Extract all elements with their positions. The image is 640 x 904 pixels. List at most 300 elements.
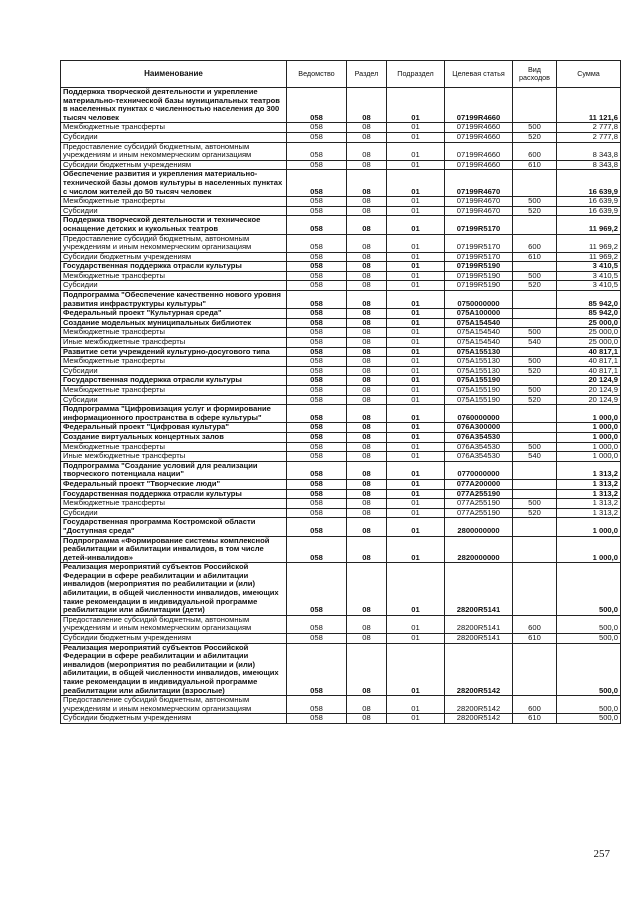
cell-summa: 3 410,5 (557, 262, 621, 272)
cell-summa: 85 942,0 (557, 291, 621, 309)
table-row (61, 386, 621, 396)
cell-podrazdel: 01 (387, 518, 445, 536)
cell-name: Подпрограмма "Создание условий для реализации творческого потенциала нации" (61, 461, 287, 479)
cell-name: Предоставление субсидий бюджетным, автономным учреждениям и иным некоммерческим организациям (61, 234, 287, 252)
cell-podrazdel: 01 (387, 386, 445, 396)
cell-razdel: 08 (347, 170, 387, 197)
cell-vid-raskhodov (513, 643, 557, 696)
cell-podrazdel: 01 (387, 405, 445, 423)
cell-vedomstvo: 058 (287, 338, 347, 348)
cell-razdel: 08 (347, 328, 387, 338)
cell-summa: 11 969,2 (557, 216, 621, 234)
cell-podrazdel: 01 (387, 643, 445, 696)
cell-podrazdel: 01 (387, 88, 445, 123)
cell-razdel: 08 (347, 234, 387, 252)
cell-podrazdel: 01 (387, 281, 445, 291)
cell-razdel: 08 (347, 357, 387, 367)
cell-vid-raskhodov: 520 (513, 206, 557, 216)
cell-vid-raskhodov: 610 (513, 634, 557, 644)
cell-razdel: 08 (347, 489, 387, 499)
cell-celevaya-statya: 076A354530 (445, 452, 513, 462)
cell-name: Федеральный проект "Цифровая культура" (61, 423, 287, 433)
cell-razdel: 08 (347, 252, 387, 262)
cell-name: Федеральный проект "Культурная среда" (61, 309, 287, 319)
table-row (61, 634, 621, 644)
cell-name: Подпрограмма "Обеспечение качественно нового уровня развития инфраструктуры культуры" (61, 291, 287, 309)
cell-summa: 3 410,5 (557, 281, 621, 291)
cell-vedomstvo: 058 (287, 395, 347, 405)
cell-summa: 25 000,0 (557, 338, 621, 348)
cell-name: Субсидии (61, 508, 287, 518)
cell-summa: 1 313,2 (557, 499, 621, 509)
cell-razdel: 08 (347, 132, 387, 142)
cell-summa: 500,0 (557, 563, 621, 616)
cell-celevaya-statya: 075A154540 (445, 338, 513, 348)
cell-celevaya-statya: 07199R4670 (445, 197, 513, 207)
cell-celevaya-statya: 07199R5170 (445, 234, 513, 252)
cell-vedomstvo: 058 (287, 536, 347, 563)
table-row (61, 714, 621, 724)
cell-name: Межбюджетные трансферты (61, 442, 287, 452)
cell-vedomstvo: 058 (287, 357, 347, 367)
cell-razdel: 08 (347, 318, 387, 328)
cell-summa: 500,0 (557, 615, 621, 633)
cell-celevaya-statya: 28200R5142 (445, 643, 513, 696)
cell-summa: 1 000,0 (557, 432, 621, 442)
cell-podrazdel: 01 (387, 563, 445, 616)
cell-vid-raskhodov (513, 518, 557, 536)
cell-vid-raskhodov (513, 262, 557, 272)
cell-celevaya-statya: 28200R5142 (445, 714, 513, 724)
cell-vid-raskhodov (513, 291, 557, 309)
cell-podrazdel: 01 (387, 338, 445, 348)
cell-vid-raskhodov: 500 (513, 197, 557, 207)
cell-celevaya-statya: 07199R5190 (445, 281, 513, 291)
cell-vedomstvo: 058 (287, 347, 347, 357)
cell-podrazdel: 01 (387, 271, 445, 281)
cell-vedomstvo: 058 (287, 386, 347, 396)
cell-razdel: 08 (347, 452, 387, 462)
cell-razdel: 08 (347, 395, 387, 405)
cell-vid-raskhodov: 520 (513, 366, 557, 376)
cell-podrazdel: 01 (387, 489, 445, 499)
cell-celevaya-statya: 07199R5190 (445, 262, 513, 272)
cell-podrazdel: 01 (387, 634, 445, 644)
cell-vedomstvo: 058 (287, 328, 347, 338)
cell-podrazdel: 01 (387, 197, 445, 207)
cell-celevaya-statya: 0770000000 (445, 461, 513, 479)
table-row (61, 142, 621, 160)
cell-podrazdel: 01 (387, 432, 445, 442)
cell-celevaya-statya: 28200R5141 (445, 634, 513, 644)
cell-summa: 40 817,1 (557, 347, 621, 357)
cell-vedomstvo: 058 (287, 142, 347, 160)
cell-celevaya-statya: 075A155130 (445, 366, 513, 376)
cell-razdel: 08 (347, 432, 387, 442)
cell-vid-raskhodov (513, 309, 557, 319)
cell-summa: 20 124,9 (557, 386, 621, 396)
cell-vedomstvo: 058 (287, 216, 347, 234)
cell-podrazdel: 01 (387, 442, 445, 452)
cell-razdel: 08 (347, 442, 387, 452)
cell-name: Субсидии бюджетным учреждениям (61, 714, 287, 724)
cell-vid-raskhodov: 610 (513, 160, 557, 170)
cell-razdel: 08 (347, 461, 387, 479)
cell-summa: 1 000,0 (557, 423, 621, 433)
cell-name: Субсидии (61, 395, 287, 405)
cell-celevaya-statya: 075A154540 (445, 328, 513, 338)
cell-name: Субсидии (61, 281, 287, 291)
cell-vedomstvo: 058 (287, 271, 347, 281)
cell-razdel: 08 (347, 309, 387, 319)
table-row (61, 309, 621, 319)
page-number: 257 (593, 848, 610, 860)
cell-vid-raskhodov: 540 (513, 338, 557, 348)
cell-podrazdel: 01 (387, 508, 445, 518)
cell-summa: 16 639,9 (557, 197, 621, 207)
cell-celevaya-statya: 07199R5170 (445, 252, 513, 262)
cell-razdel: 08 (347, 615, 387, 633)
cell-vedomstvo: 058 (287, 318, 347, 328)
cell-celevaya-statya: 2820000000 (445, 536, 513, 563)
cell-summa: 2 777,8 (557, 123, 621, 133)
table-row (61, 643, 621, 696)
cell-vid-raskhodov (513, 170, 557, 197)
cell-razdel: 08 (347, 142, 387, 160)
cell-vedomstvo: 058 (287, 234, 347, 252)
cell-vedomstvo: 058 (287, 262, 347, 272)
table-row (61, 518, 621, 536)
cell-vedomstvo: 058 (287, 643, 347, 696)
budget-table (60, 60, 621, 724)
cell-vedomstvo: 058 (287, 281, 347, 291)
cell-celevaya-statya: 075A100000 (445, 309, 513, 319)
cell-vedomstvo: 058 (287, 252, 347, 262)
cell-razdel: 08 (347, 123, 387, 133)
cell-celevaya-statya: 07199R4660 (445, 123, 513, 133)
table-row (61, 461, 621, 479)
cell-name: Субсидии (61, 206, 287, 216)
cell-celevaya-statya: 07199R4660 (445, 160, 513, 170)
cell-podrazdel: 01 (387, 366, 445, 376)
cell-podrazdel: 01 (387, 252, 445, 262)
cell-summa: 500,0 (557, 714, 621, 724)
table-header-row (61, 61, 621, 88)
cell-summa: 25 000,0 (557, 318, 621, 328)
cell-vedomstvo: 058 (287, 366, 347, 376)
table-row (61, 262, 621, 272)
budget-table-page (60, 60, 620, 724)
cell-summa: 8 343,8 (557, 142, 621, 160)
cell-name: Межбюджетные трансферты (61, 386, 287, 396)
cell-vid-raskhodov: 500 (513, 123, 557, 133)
table-row (61, 216, 621, 234)
cell-summa: 1 313,2 (557, 461, 621, 479)
cell-podrazdel: 01 (387, 376, 445, 386)
cell-summa: 20 124,9 (557, 395, 621, 405)
cell-razdel: 08 (347, 696, 387, 714)
cell-summa: 25 000,0 (557, 328, 621, 338)
cell-podrazdel: 01 (387, 499, 445, 509)
cell-summa: 1 000,0 (557, 536, 621, 563)
cell-vid-raskhodov: 500 (513, 271, 557, 281)
cell-name: Государственная поддержка отрасли культуры (61, 262, 287, 272)
cell-vedomstvo: 058 (287, 132, 347, 142)
cell-podrazdel: 01 (387, 452, 445, 462)
cell-celevaya-statya: 07199R4660 (445, 132, 513, 142)
cell-podrazdel: 01 (387, 262, 445, 272)
cell-vedomstvo: 058 (287, 563, 347, 616)
cell-name: Субсидии бюджетным учреждениям (61, 634, 287, 644)
cell-vid-raskhodov (513, 88, 557, 123)
cell-podrazdel: 01 (387, 395, 445, 405)
cell-celevaya-statya: 075A155190 (445, 376, 513, 386)
cell-vid-raskhodov: 500 (513, 386, 557, 396)
cell-razdel: 08 (347, 347, 387, 357)
cell-name: Реализация мероприятий субъектов Российской Федерации в сфере реабилитации и абилитации инвалидов (мероприятия по реабилитации и (или) абилитации, в общей численности инвалидов, имеющих такие рекомендации в индивидуальной программе реабилитации или абилитации (взрослые) (61, 643, 287, 696)
cell-podrazdel: 01 (387, 423, 445, 433)
table-row (61, 132, 621, 142)
cell-podrazdel: 01 (387, 328, 445, 338)
cell-vedomstvo: 058 (287, 489, 347, 499)
cell-celevaya-statya: 075A154540 (445, 318, 513, 328)
table-row (61, 696, 621, 714)
header-name: Наименование (61, 61, 287, 88)
cell-vid-raskhodov: 600 (513, 615, 557, 633)
cell-razdel: 08 (347, 338, 387, 348)
table-row (61, 405, 621, 423)
cell-name: Реализация мероприятий субъектов Российской Федерации в сфере реабилитации и абилитации инвалидов (мероприятия по реабилитации и (или) абилитации, в общей численности инвалидов, имеющих такие рекомендации в индивидуальной программе реабилитации или абилитации (дети) (61, 563, 287, 616)
table-row (61, 357, 621, 367)
table-row (61, 563, 621, 616)
cell-celevaya-statya: 077A255190 (445, 489, 513, 499)
table-row (61, 197, 621, 207)
cell-name: Развитие сети учреждений культурно-досугового типа (61, 347, 287, 357)
cell-podrazdel: 01 (387, 123, 445, 133)
cell-razdel: 08 (347, 206, 387, 216)
cell-razdel: 08 (347, 216, 387, 234)
cell-celevaya-statya: 077A255190 (445, 499, 513, 509)
cell-vid-raskhodov (513, 405, 557, 423)
cell-vedomstvo: 058 (287, 499, 347, 509)
cell-vedomstvo: 058 (287, 88, 347, 123)
cell-name: Иные межбюджетные трансферты (61, 338, 287, 348)
cell-name: Субсидии (61, 366, 287, 376)
cell-summa: 1 000,0 (557, 518, 621, 536)
cell-vid-raskhodov: 600 (513, 234, 557, 252)
cell-celevaya-statya: 0760000000 (445, 405, 513, 423)
cell-celevaya-statya: 07199R5170 (445, 216, 513, 234)
cell-name: Субсидии (61, 132, 287, 142)
cell-celevaya-statya: 075A155130 (445, 347, 513, 357)
cell-vedomstvo: 058 (287, 206, 347, 216)
cell-summa: 1 000,0 (557, 452, 621, 462)
cell-razdel: 08 (347, 88, 387, 123)
cell-name: Предоставление субсидий бюджетным, автономным учреждениям и иным некоммерческим организациям (61, 696, 287, 714)
cell-summa: 1 313,2 (557, 508, 621, 518)
cell-vedomstvo: 058 (287, 197, 347, 207)
cell-razdel: 08 (347, 405, 387, 423)
cell-razdel: 08 (347, 563, 387, 616)
cell-vedomstvo: 058 (287, 615, 347, 633)
cell-razdel: 08 (347, 714, 387, 724)
cell-celevaya-statya: 07199R4660 (445, 88, 513, 123)
cell-vedomstvo: 058 (287, 518, 347, 536)
cell-vid-raskhodov: 540 (513, 452, 557, 462)
cell-name: Поддержка творческой деятельности и техническое оснащение детских и кукольных театров (61, 216, 287, 234)
cell-podrazdel: 01 (387, 318, 445, 328)
cell-summa: 40 817,1 (557, 357, 621, 367)
cell-vid-raskhodov: 520 (513, 508, 557, 518)
cell-summa: 11 121,6 (557, 88, 621, 123)
cell-razdel: 08 (347, 386, 387, 396)
cell-razdel: 08 (347, 160, 387, 170)
cell-summa: 1 000,0 (557, 442, 621, 452)
cell-summa: 20 124,9 (557, 376, 621, 386)
table-row (61, 536, 621, 563)
cell-summa: 16 639,9 (557, 170, 621, 197)
cell-podrazdel: 01 (387, 461, 445, 479)
table-row (61, 452, 621, 462)
cell-vid-raskhodov (513, 461, 557, 479)
table-row (61, 291, 621, 309)
cell-celevaya-statya: 28200R5141 (445, 615, 513, 633)
cell-name: Поддержка творческой деятельности и укрепление материально-технической базы муниципальных театров в населенных пунктах с численностью населения до 300 тысяч человек (61, 88, 287, 123)
cell-podrazdel: 01 (387, 309, 445, 319)
cell-razdel: 08 (347, 508, 387, 518)
cell-razdel: 08 (347, 499, 387, 509)
cell-summa: 16 639,9 (557, 206, 621, 216)
cell-celevaya-statya: 28200R5141 (445, 563, 513, 616)
cell-name: Государственная поддержка отрасли культуры (61, 489, 287, 499)
cell-vid-raskhodov: 600 (513, 142, 557, 160)
cell-razdel: 08 (347, 262, 387, 272)
cell-podrazdel: 01 (387, 347, 445, 357)
cell-vedomstvo: 058 (287, 405, 347, 423)
cell-vid-raskhodov: 500 (513, 499, 557, 509)
cell-podrazdel: 01 (387, 160, 445, 170)
cell-vid-raskhodov: 520 (513, 281, 557, 291)
cell-name: Обеспечение развития и укрепления материально-технической базы домов культуры в населенных пунктах с числом жителей до 50 тысяч человек (61, 170, 287, 197)
cell-name: Межбюджетные трансферты (61, 328, 287, 338)
header-podrazdel: Подраздел (387, 61, 445, 88)
cell-razdel: 08 (347, 291, 387, 309)
cell-name: Подпрограмма "Цифровизация услуг и формирование информационного пространства в сфере культуры" (61, 405, 287, 423)
cell-summa: 11 969,2 (557, 252, 621, 262)
cell-vedomstvo: 058 (287, 376, 347, 386)
cell-razdel: 08 (347, 634, 387, 644)
cell-vid-raskhodov (513, 432, 557, 442)
cell-celevaya-statya: 075A155130 (445, 357, 513, 367)
cell-podrazdel: 01 (387, 132, 445, 142)
table-body (61, 88, 621, 724)
table-row (61, 338, 621, 348)
cell-podrazdel: 01 (387, 615, 445, 633)
cell-vedomstvo: 058 (287, 160, 347, 170)
header-vid-raskhodov: Вид расходов (513, 61, 557, 88)
cell-vid-raskhodov: 600 (513, 696, 557, 714)
cell-name: Межбюджетные трансферты (61, 197, 287, 207)
cell-podrazdel: 01 (387, 357, 445, 367)
cell-razdel: 08 (347, 423, 387, 433)
cell-name: Межбюджетные трансферты (61, 271, 287, 281)
cell-summa: 1 313,2 (557, 479, 621, 489)
cell-vedomstvo: 058 (287, 170, 347, 197)
table-row (61, 234, 621, 252)
cell-vedomstvo: 058 (287, 423, 347, 433)
cell-summa: 8 343,8 (557, 160, 621, 170)
cell-vid-raskhodov: 500 (513, 442, 557, 452)
header-summa: Сумма (557, 61, 621, 88)
cell-vid-raskhodov (513, 479, 557, 489)
cell-celevaya-statya: 075A155190 (445, 395, 513, 405)
cell-name: Предоставление субсидий бюджетным, автономным учреждениям и иным некоммерческим организациям (61, 142, 287, 160)
cell-podrazdel: 01 (387, 714, 445, 724)
cell-podrazdel: 01 (387, 536, 445, 563)
cell-name: Межбюджетные трансферты (61, 123, 287, 133)
cell-name: Межбюджетные трансферты (61, 499, 287, 509)
cell-vedomstvo: 058 (287, 123, 347, 133)
cell-vedomstvo: 058 (287, 508, 347, 518)
cell-vedomstvo: 058 (287, 291, 347, 309)
cell-razdel: 08 (347, 518, 387, 536)
cell-name: Межбюджетные трансферты (61, 357, 287, 367)
table-row (61, 615, 621, 633)
cell-vedomstvo: 058 (287, 634, 347, 644)
cell-celevaya-statya: 076A354530 (445, 432, 513, 442)
table-row (61, 88, 621, 123)
cell-name: Подпрограмма «Формирование системы комплексной реабилитации и абилитации инвалидов, в том числе детей-инвалидов» (61, 536, 287, 563)
cell-celevaya-statya: 077A200000 (445, 479, 513, 489)
cell-name: Предоставление субсидий бюджетным, автономным учреждениям и иным некоммерческим организациям (61, 615, 287, 633)
cell-razdel: 08 (347, 479, 387, 489)
cell-razdel: 08 (347, 281, 387, 291)
cell-summa: 500,0 (557, 643, 621, 696)
cell-celevaya-statya: 07199R4670 (445, 206, 513, 216)
cell-podrazdel: 01 (387, 479, 445, 489)
cell-vedomstvo: 058 (287, 442, 347, 452)
cell-vid-raskhodov: 500 (513, 357, 557, 367)
cell-vedomstvo: 058 (287, 452, 347, 462)
cell-vid-raskhodov: 500 (513, 328, 557, 338)
cell-celevaya-statya: 076A354530 (445, 442, 513, 452)
cell-razdel: 08 (347, 271, 387, 281)
cell-summa: 500,0 (557, 696, 621, 714)
header-razdel: Раздел (347, 61, 387, 88)
cell-celevaya-statya: 28200R5142 (445, 696, 513, 714)
cell-summa: 500,0 (557, 634, 621, 644)
cell-summa: 1 000,0 (557, 405, 621, 423)
cell-podrazdel: 01 (387, 142, 445, 160)
cell-vedomstvo: 058 (287, 461, 347, 479)
cell-vedomstvo: 058 (287, 309, 347, 319)
table-row (61, 170, 621, 197)
cell-vid-raskhodov (513, 536, 557, 563)
table-row (61, 432, 621, 442)
cell-name: Субсидии бюджетным учреждениям (61, 252, 287, 262)
cell-razdel: 08 (347, 197, 387, 207)
cell-summa: 85 942,0 (557, 309, 621, 319)
cell-razdel: 08 (347, 376, 387, 386)
cell-vid-raskhodov: 610 (513, 252, 557, 262)
cell-celevaya-statya: 07199R4670 (445, 170, 513, 197)
cell-vedomstvo: 058 (287, 432, 347, 442)
cell-podrazdel: 01 (387, 170, 445, 197)
cell-vid-raskhodov: 520 (513, 395, 557, 405)
cell-summa: 11 969,2 (557, 234, 621, 252)
cell-podrazdel: 01 (387, 234, 445, 252)
cell-name: Государственная поддержка отрасли культуры (61, 376, 287, 386)
